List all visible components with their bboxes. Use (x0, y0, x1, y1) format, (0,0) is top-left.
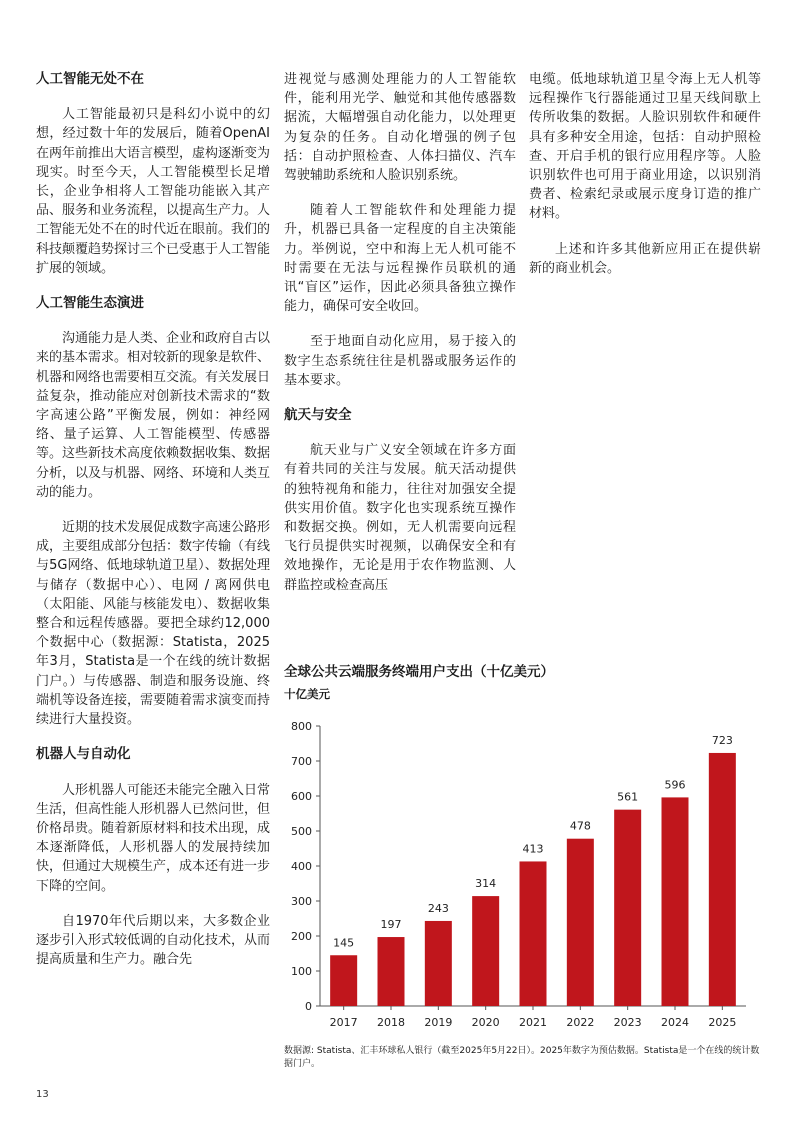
paragraph-continued: 电缆。低地球轨道卫星令海上无人机等远程操作飞行器能通过卫星天线间歇上传所收集的数据。人脸识别软件和硬件具有多种安全用途，包括：自动护照检查、开启手机的银行应用程序等。人脸识别软件也可用于商业用途，以识别消费者、检索纪录或展示度身订造的推广材料。 (529, 72, 761, 222)
bar-value-label: 314 (475, 877, 497, 891)
bar (709, 753, 736, 1006)
bar-value-label: 723 (711, 733, 733, 747)
y-tick-label: 800 (291, 720, 312, 733)
text-column-3 (529, 70, 761, 294)
bar-value-label: 478 (569, 819, 591, 833)
y-tick-label: 500 (291, 825, 312, 838)
x-tick-label: 2017 (329, 1016, 358, 1029)
y-tick-label: 600 (291, 790, 312, 803)
x-tick-label: 2021 (519, 1016, 547, 1029)
text-column-2 (284, 70, 516, 611)
x-tick-label: 2019 (424, 1016, 453, 1029)
chart-unit-label: 十亿美元 (284, 687, 330, 701)
y-tick-label: 300 (291, 895, 312, 908)
bar-value-label: 145 (333, 936, 355, 950)
x-tick-label: 2025 (708, 1016, 737, 1029)
section-heading-ai-ecosystem: 人工智能生态演进 (36, 295, 144, 312)
bar (614, 810, 641, 1006)
y-tick-label: 200 (291, 930, 312, 943)
bar (662, 797, 689, 1006)
x-tick-label: 2018 (377, 1016, 405, 1029)
paragraph: 近期的技术发展促成数字高速公路形成，主要组成部分包括：数字传输（有线与5G网络、低地球轨道卫星）、数据处理与储存（数据中心）、电网 / 离网供电（太阳能、风能与核能发电）、数据收集整合和远程传感器。要把全球约12,000个数据中心（数据源：Statista，2025年3月，Statista是一个在线的统计数据门户。）与传感器、制造和服务设施、终端机等设备连接，需要随着需求演变而持续进行大量投资。 (36, 520, 271, 728)
page-number: 13 (36, 1089, 49, 1100)
paragraph: 至于地面自动化应用，易于接入的数字生态系统往往是机器或服务运作的基本要求。 (284, 334, 516, 388)
x-tick-label: 2022 (566, 1016, 595, 1029)
paragraph: 人工智能最初只是科幻小说中的幻想，经过数十年的发展后，随着OpenAI在两年前推出大语言模型，虚构逐渐变为现实。时至今天，人工智能模型长足增长，企业争相将人工智能功能嵌入其产品、服务和业务流程，以提高生产力。人工智能无处不在的时代近在眼前。我们的科技颠覆趋势探讨三个已受惠于人工智能扩展的领域。 (36, 107, 271, 276)
bar (567, 839, 594, 1006)
y-tick-label: 0 (305, 1000, 312, 1013)
text-column-1 (36, 70, 270, 985)
paragraph: 航天业与广义安全领域在许多方面有着共同的关注与发展。航天活动提供的独特视角和能力，往往对加强安全提供实用价值。数字化也实现系统互操作和数据交换。例如，无人机需要向远程飞行员提供实时视频，以确保安全和有效地操作，无论是用于农作物监测、人群监控或检查高压 (284, 443, 516, 593)
section-heading-robotics: 机器人与自动化 (36, 746, 131, 763)
bar-value-label: 197 (380, 918, 402, 932)
bar-chart (284, 710, 754, 1035)
paragraph: 自1970年代后期以来，大多数企业逐步引入形式较低调的自动化技术，从而提高质量和生产力。融合先 (36, 913, 271, 968)
paragraph: 沟通能力是人类、企业和政府自古以来的基本需求。相对较新的现象是软件、机器和网络也需要相互交流。有关发展日益复杂，推动能应对创新技术需求的“数字高速公路”平衡发展，例如：神经网络、量子运算、人工智能模型、传感器等。这些新技术高度依赖数据收集、数据分析，以及与机器、网络、环境和人类互动的能力。 (36, 331, 271, 500)
bar (520, 861, 547, 1006)
bar (472, 896, 499, 1006)
paragraph: 上述和许多其他新应用正在提供崭新的商业机会。 (529, 241, 761, 276)
bar (330, 955, 357, 1006)
bar-value-label: 413 (522, 842, 544, 856)
paragraph: 人形机器人可能还未能完全融入日常生活，但高性能人形机器人已然问世，但价格昂贵。随着新原材料和技术出现，成本逐渐降低，人形机器人的发展持续加快，但通过大规模生产，成本还有进一步下降的空间。 (36, 782, 271, 894)
bar-value-label: 596 (664, 778, 686, 792)
chart-title: 全球公共云端服务终端用户支出（十亿美元） (284, 664, 554, 680)
bar (378, 937, 405, 1006)
y-tick-label: 700 (291, 755, 312, 768)
section-heading-aerospace-security: 航天与安全 (284, 407, 352, 424)
bar-value-label: 243 (427, 901, 449, 915)
chart-block (284, 660, 764, 1029)
paragraph: 随着人工智能软件和处理能力提升，机器已具备一定程度的自主决策能力。举例说，空中和海上无人机可能不时需要在无法与远程操作员联机的通讯“盲区”运作，因此必须具备独立操作能力，确保可安全收回。 (284, 203, 516, 315)
paragraph-continued: 进视觉与感测处理能力的人工智能软件，能利用光学、触觉和其他传感器数据流，大幅增强自动化能力，以处理更为复杂的任务。自动化增强的例子包括：自动护照检查、人体扫描仪、汽车驾驶辅助系统和人脸识别系统。 (284, 72, 516, 184)
bar (425, 921, 452, 1006)
x-tick-label: 2020 (471, 1016, 500, 1029)
section-heading-ai-everywhere: 人工智能无处不在 (36, 71, 144, 87)
chart-source-note: 数据源: Statista、汇丰环球私人银行（截至2025年5月22日）。2025年数字为预估数据。Statista是一个在线的统计数据门户。 (284, 1046, 760, 1069)
y-tick-label: 100 (291, 965, 312, 978)
x-tick-label: 2024 (661, 1016, 689, 1029)
x-tick-label: 2023 (613, 1016, 642, 1029)
y-tick-label: 400 (291, 860, 312, 873)
bar-value-label: 561 (617, 790, 639, 804)
